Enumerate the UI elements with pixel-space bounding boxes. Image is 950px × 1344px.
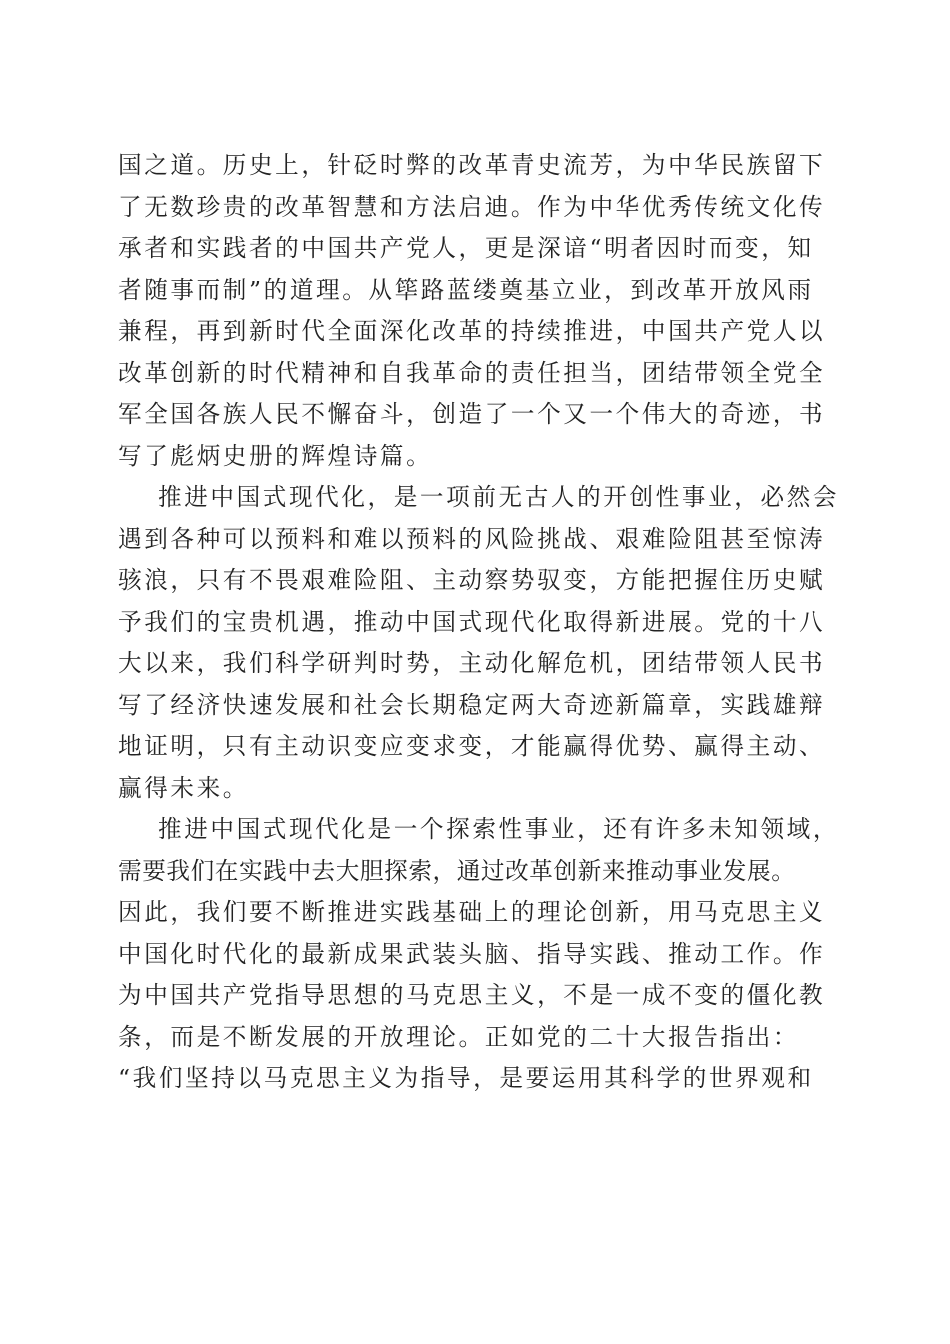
paragraph-2 [118,477,838,809]
text-line: 国之道。历史上，针砭时弊的改革青史流芳，为中华民族留下 [118,151,826,179]
text-line: 中国化时代化的最新成果武装头脑、指导实践、推动工作。作 [118,939,826,968]
text-line: 为中国共产党指导思想的马克思主义，不是一成不变的僵化教 [118,981,826,1009]
paragraph-3 [118,809,838,1100]
text-line: 改革创新的时代精神和自我革命的责任担当，团结带领全党全 [118,358,826,387]
text-line: 写了经济快速发展和社会长期稳定两大奇迹新篇章，实践雄辩 [118,690,826,719]
text-line: 予我们的宝贵机遇，推动中国式现代化取得新进展。党的十八 [118,607,826,636]
text-line: 军全国各族人民不懈奋斗，创造了一个又一个伟大的奇迹，书 [118,400,826,428]
text-line: 推进中国式现代化，是一项前无古人的开创性事业，必然会 [158,483,840,511]
paragraph-1 [118,145,838,477]
text-line: 骇浪，只有不畏艰难险阻、主动察势驭变，方能把握住历史赋 [118,566,826,594]
document-body [118,145,838,1100]
text-line: 大以来，我们科学研判时势，主动化解危机，团结带领人民书 [118,649,826,677]
text-line: 写了彪炳史册的辉煌诗篇。 [118,441,433,470]
text-line: 了无数珍贵的改革智慧和方法启迪。作为中华优秀传统文化传 [118,192,826,221]
text-line: 地证明，只有主动识变应变求变，才能赢得优势、赢得主动、 [118,732,826,760]
text-line: 因此，我们要不断推进实践基础上的理论创新，用马克思主义 [118,898,826,926]
text-line: 条，而是不断发展的开放理论。正如党的二十大报告指出： [118,1022,800,1051]
text-line: 遇到各种可以预料和难以预料的风险挑战、艰难险阻甚至惊涛 [118,524,826,553]
text-line: 承者和实践者的中国共产党人，更是深谙“明者因时而变，知 [118,234,814,262]
text-line: 兼程，再到新时代全面深化改革的持续推进，中国共产党人以 [118,317,826,345]
text-line: 者随事而制”的道理。从筚路蓝缕奠基立业，到改革开放风雨 [118,275,814,304]
text-line: 需要我们在实践中去大胆探索，通过改革创新来推动事业发展。 [118,856,796,885]
text-line: 赢得未来。 [118,773,249,802]
text-line: 推进中国式现代化是一个探索性事业，还有许多未知领域， [158,815,840,843]
text-line: “我们坚持以马克思主义为指导，是要运用其科学的世界观和 [118,1064,814,1092]
